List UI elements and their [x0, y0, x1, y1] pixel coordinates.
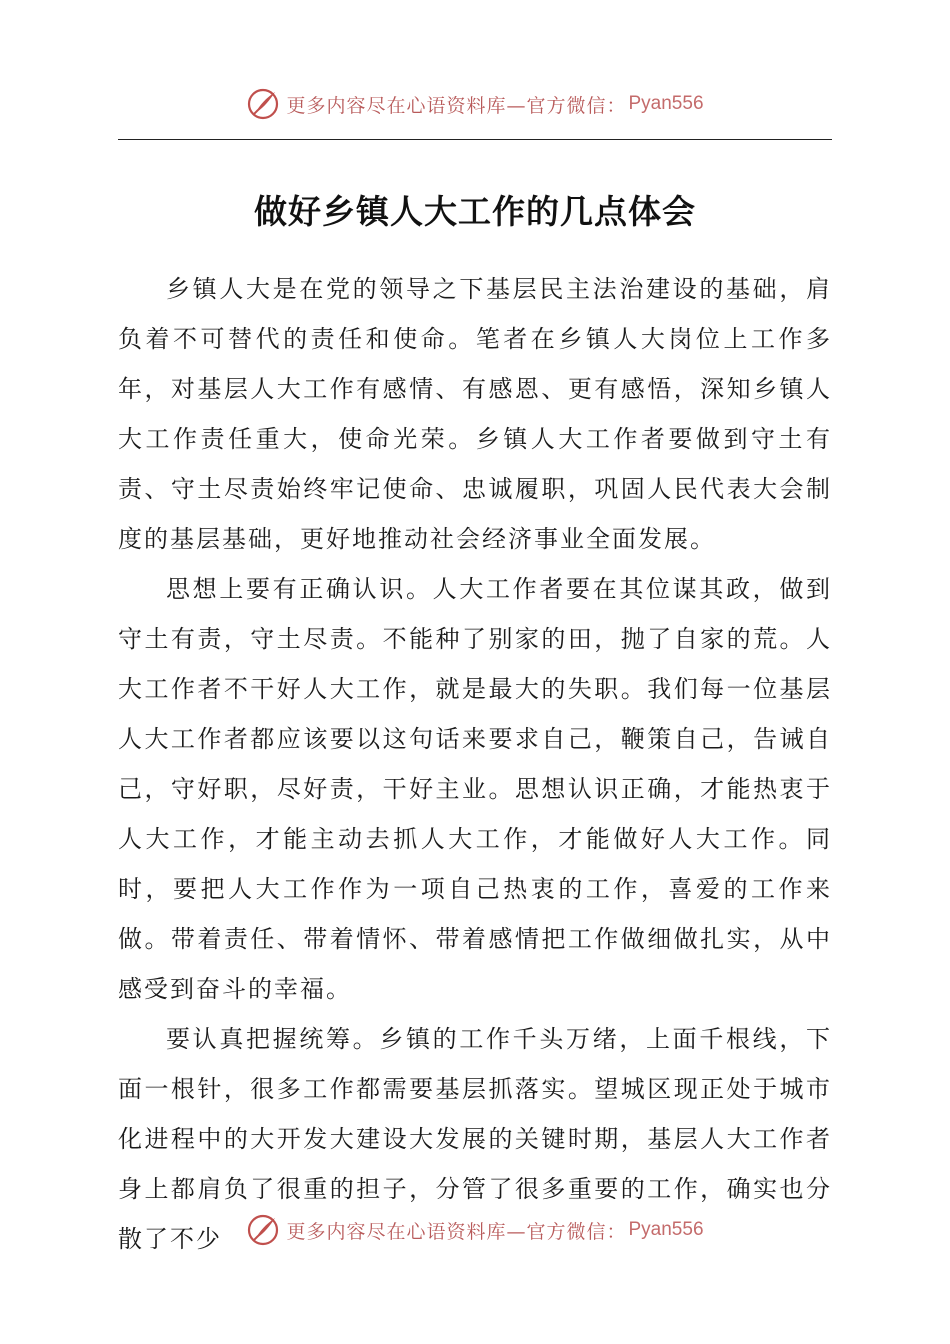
footer-banner-wechat-id: Pyan556 — [628, 1219, 704, 1240]
footer-banner-text: 更多内容尽在心语资料库—官方微信： — [286, 1220, 627, 1243]
quill-logo-icon — [246, 87, 280, 121]
paragraph-2: 思想上要有正确认识。人大工作者要在其位谋其政，做到守土有责，守土尽责。不能种了别家的田，抛了自家的荒。人大工作者不干好人大工作，就是最大的失职。我们每一位基层人大工作者都应该要以这句话来要求自己，鞭策自己，告诫自己，守好职，尽好责，干好主业。思想认识正确，才能热衷于人大工作，才能主动去抓人大工作，才能做好人大工作。同时，要把人大工作作为一项自己热衷的工作，喜爱的工作来做。带着责任、带着情怀、带着感情把工作做细做扎实，从中感受到奋斗的幸福。 — [118, 575, 832, 1003]
paragraph-1: 乡镇人大是在党的领导之下基层民主法治建设的基础，肩负着不可替代的责任和使命。笔者在乡镇人大岗位上工作多年，对基层人大工作有感情、有感恩、更有感悟，深知乡镇人大工作责任重大，使命光荣。乡镇人大工作者要做到守土有责、守土尽责始终牢记使命、忠诚履职，巩固人民代表大会制度的基层基础，更好地推动社会经济事业全面发展。 — [118, 275, 832, 553]
document-body — [118, 264, 832, 1264]
header-divider — [118, 139, 832, 140]
banner-wechat-id: Pyan556 — [628, 93, 704, 114]
paragraph-3: 要认真把握统筹。乡镇的工作千头万绪，上面千根线，下面一根针，很多工作都需要基层抓落实。望城区现正处于城市化进程中的大开发大建设大发展的关键时期，基层人大工作者身上都肩负了很重的担子，分管了很多重要的工作，确实也分散了不少 — [118, 1025, 832, 1253]
quill-logo-icon — [246, 1213, 280, 1247]
document-title: 做好乡镇人大工作的几点体会 — [254, 192, 696, 231]
footer-banner — [0, 1210, 950, 1250]
banner-text: 更多内容尽在心语资料库—官方微信： — [286, 94, 627, 117]
header-banner — [0, 84, 950, 124]
